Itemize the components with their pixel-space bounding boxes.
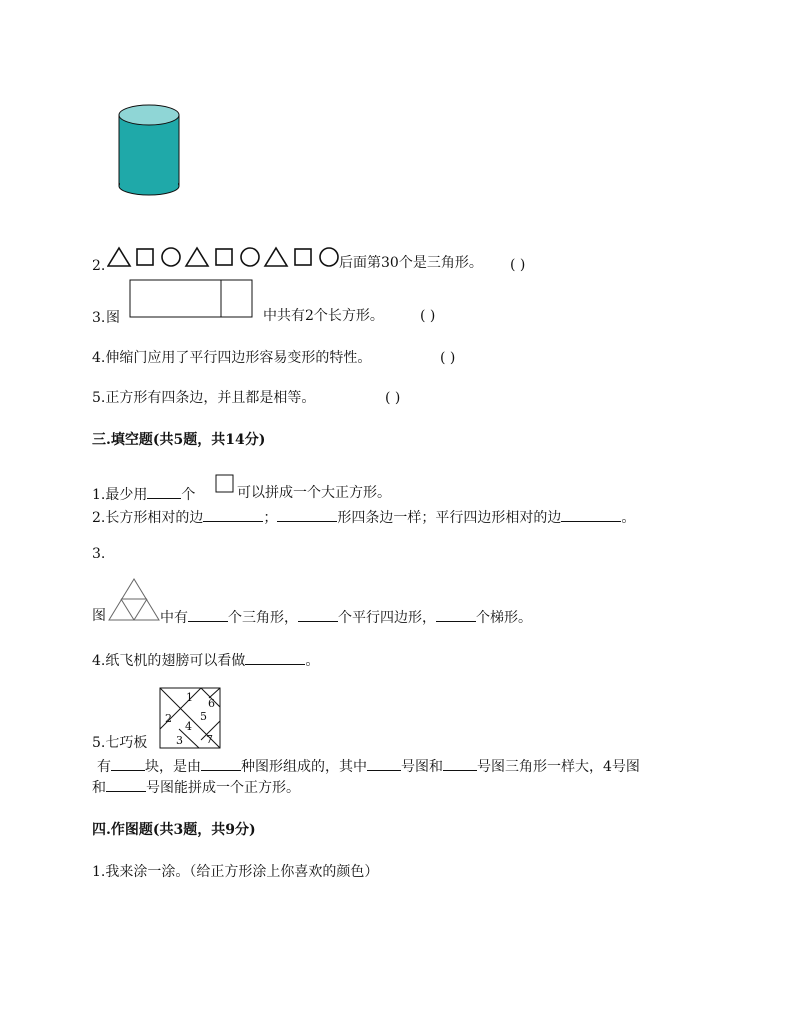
- fill-q4: [92, 650, 319, 670]
- tangram-label-3: 3: [176, 734, 183, 747]
- answer-blank[interactable]: [201, 756, 241, 771]
- small-square-figure: [215, 474, 235, 494]
- fill-q5-part-d: 号图和: [401, 759, 443, 775]
- tangram-label-7: 7: [206, 733, 213, 746]
- fill-q1: [92, 484, 195, 504]
- judge-q3-text: 中共有2个长方形。: [263, 308, 384, 324]
- fill-q3-part-d: 个平行四边形，: [338, 610, 436, 626]
- fill-q2-part-d: 。: [621, 510, 636, 526]
- judge-q3-paren: ( ): [420, 308, 436, 324]
- fill-q5-part-b: 块，是由: [145, 759, 201, 775]
- fill-q2-part-c: 形四条边一样；平行四边形相对的边: [337, 510, 562, 526]
- fill-q5-line1: [97, 756, 640, 776]
- tangram-label-5: 5: [200, 710, 207, 723]
- section4-title: 四.作图题(共3题，共9分): [92, 822, 256, 838]
- fill-q5-part-e: 号图三角形一样大，4号图: [477, 759, 640, 775]
- judge-q2-paren: ( ): [510, 257, 526, 273]
- tangram-label-2: 2: [165, 712, 172, 725]
- fill-q5-part-f: 和: [92, 780, 106, 796]
- fill-q1-part-c: 可以拼成一个大正方形。: [237, 485, 391, 501]
- judge-q2-number: 2.: [92, 258, 106, 274]
- fill-q3-number: 3.: [92, 546, 106, 562]
- fill-q3-part-b: 中有: [160, 610, 188, 626]
- answer-blank[interactable]: [298, 607, 338, 622]
- shape-sequence: [107, 246, 339, 268]
- fill-q5-part-g: 号图能拼成一个正方形。: [146, 780, 300, 796]
- answer-blank[interactable]: [277, 507, 337, 522]
- tangram-label-4: 4: [185, 720, 192, 733]
- fill-q1-part-b: 个: [181, 487, 196, 503]
- judge-q4-paren: ( ): [440, 350, 456, 366]
- fill-q4-part-b: 。: [305, 653, 320, 669]
- answer-blank[interactable]: [111, 756, 145, 771]
- fill-q1-part-a: 1.最少用: [92, 487, 148, 503]
- answer-blank[interactable]: [203, 507, 263, 522]
- fill-q2-part-b: ；: [263, 510, 278, 526]
- draw-q1: 1.我来涂一涂。（给正方形涂上你喜欢的颜色）: [92, 864, 379, 880]
- answer-blank[interactable]: [188, 607, 228, 622]
- fill-q2: [92, 507, 635, 527]
- fill-q5-line2: [92, 777, 300, 797]
- answer-blank[interactable]: [245, 650, 305, 665]
- rectangle-figure: [129, 279, 253, 319]
- fill-q5-part-c: 种图形组成的，其中: [241, 759, 367, 775]
- judge-q3-prefix: 图: [106, 310, 120, 326]
- answer-blank[interactable]: [106, 777, 146, 792]
- fill-q3-part-c: 个三角形，: [228, 610, 298, 626]
- tangram-label-1: 1: [186, 691, 193, 704]
- answer-blank[interactable]: [436, 607, 476, 622]
- fill-q5-label: 5.七巧板: [92, 735, 148, 751]
- fill-q2-part-a: 2.长方形相对的边: [92, 510, 204, 526]
- fill-q4-part-a: 4.纸飞机的翅膀可以看做: [92, 653, 246, 669]
- fill-q3-prefix: 图: [92, 608, 106, 624]
- cylinder-figure: [116, 103, 182, 197]
- tangram-figure: [159, 687, 221, 749]
- section3-title: 三.填空题(共5题，共14分): [92, 432, 266, 448]
- answer-blank[interactable]: [443, 756, 477, 771]
- triangle-figure: [107, 578, 161, 622]
- judge-q4-text: 4.伸缩门应用了平行四边形容易变形的特性。: [92, 350, 372, 366]
- judge-q3-number: 3.: [92, 310, 106, 326]
- judge-q5-paren: ( ): [385, 390, 401, 406]
- fill-q3-part-e: 个梯形。: [476, 610, 532, 626]
- answer-blank[interactable]: [147, 484, 181, 499]
- judge-q5-text: 5.正方形有四条边，并且都是相等。: [92, 390, 316, 406]
- answer-blank[interactable]: [367, 756, 401, 771]
- judge-q2: [92, 254, 105, 272]
- fill-q5-part-a: 有: [97, 759, 111, 775]
- judge-q2-text: 后面第30个是三角形。: [339, 255, 483, 271]
- tangram-label-6: 6: [208, 697, 215, 710]
- fill-q3-line: [160, 607, 532, 627]
- answer-blank[interactable]: [561, 507, 621, 522]
